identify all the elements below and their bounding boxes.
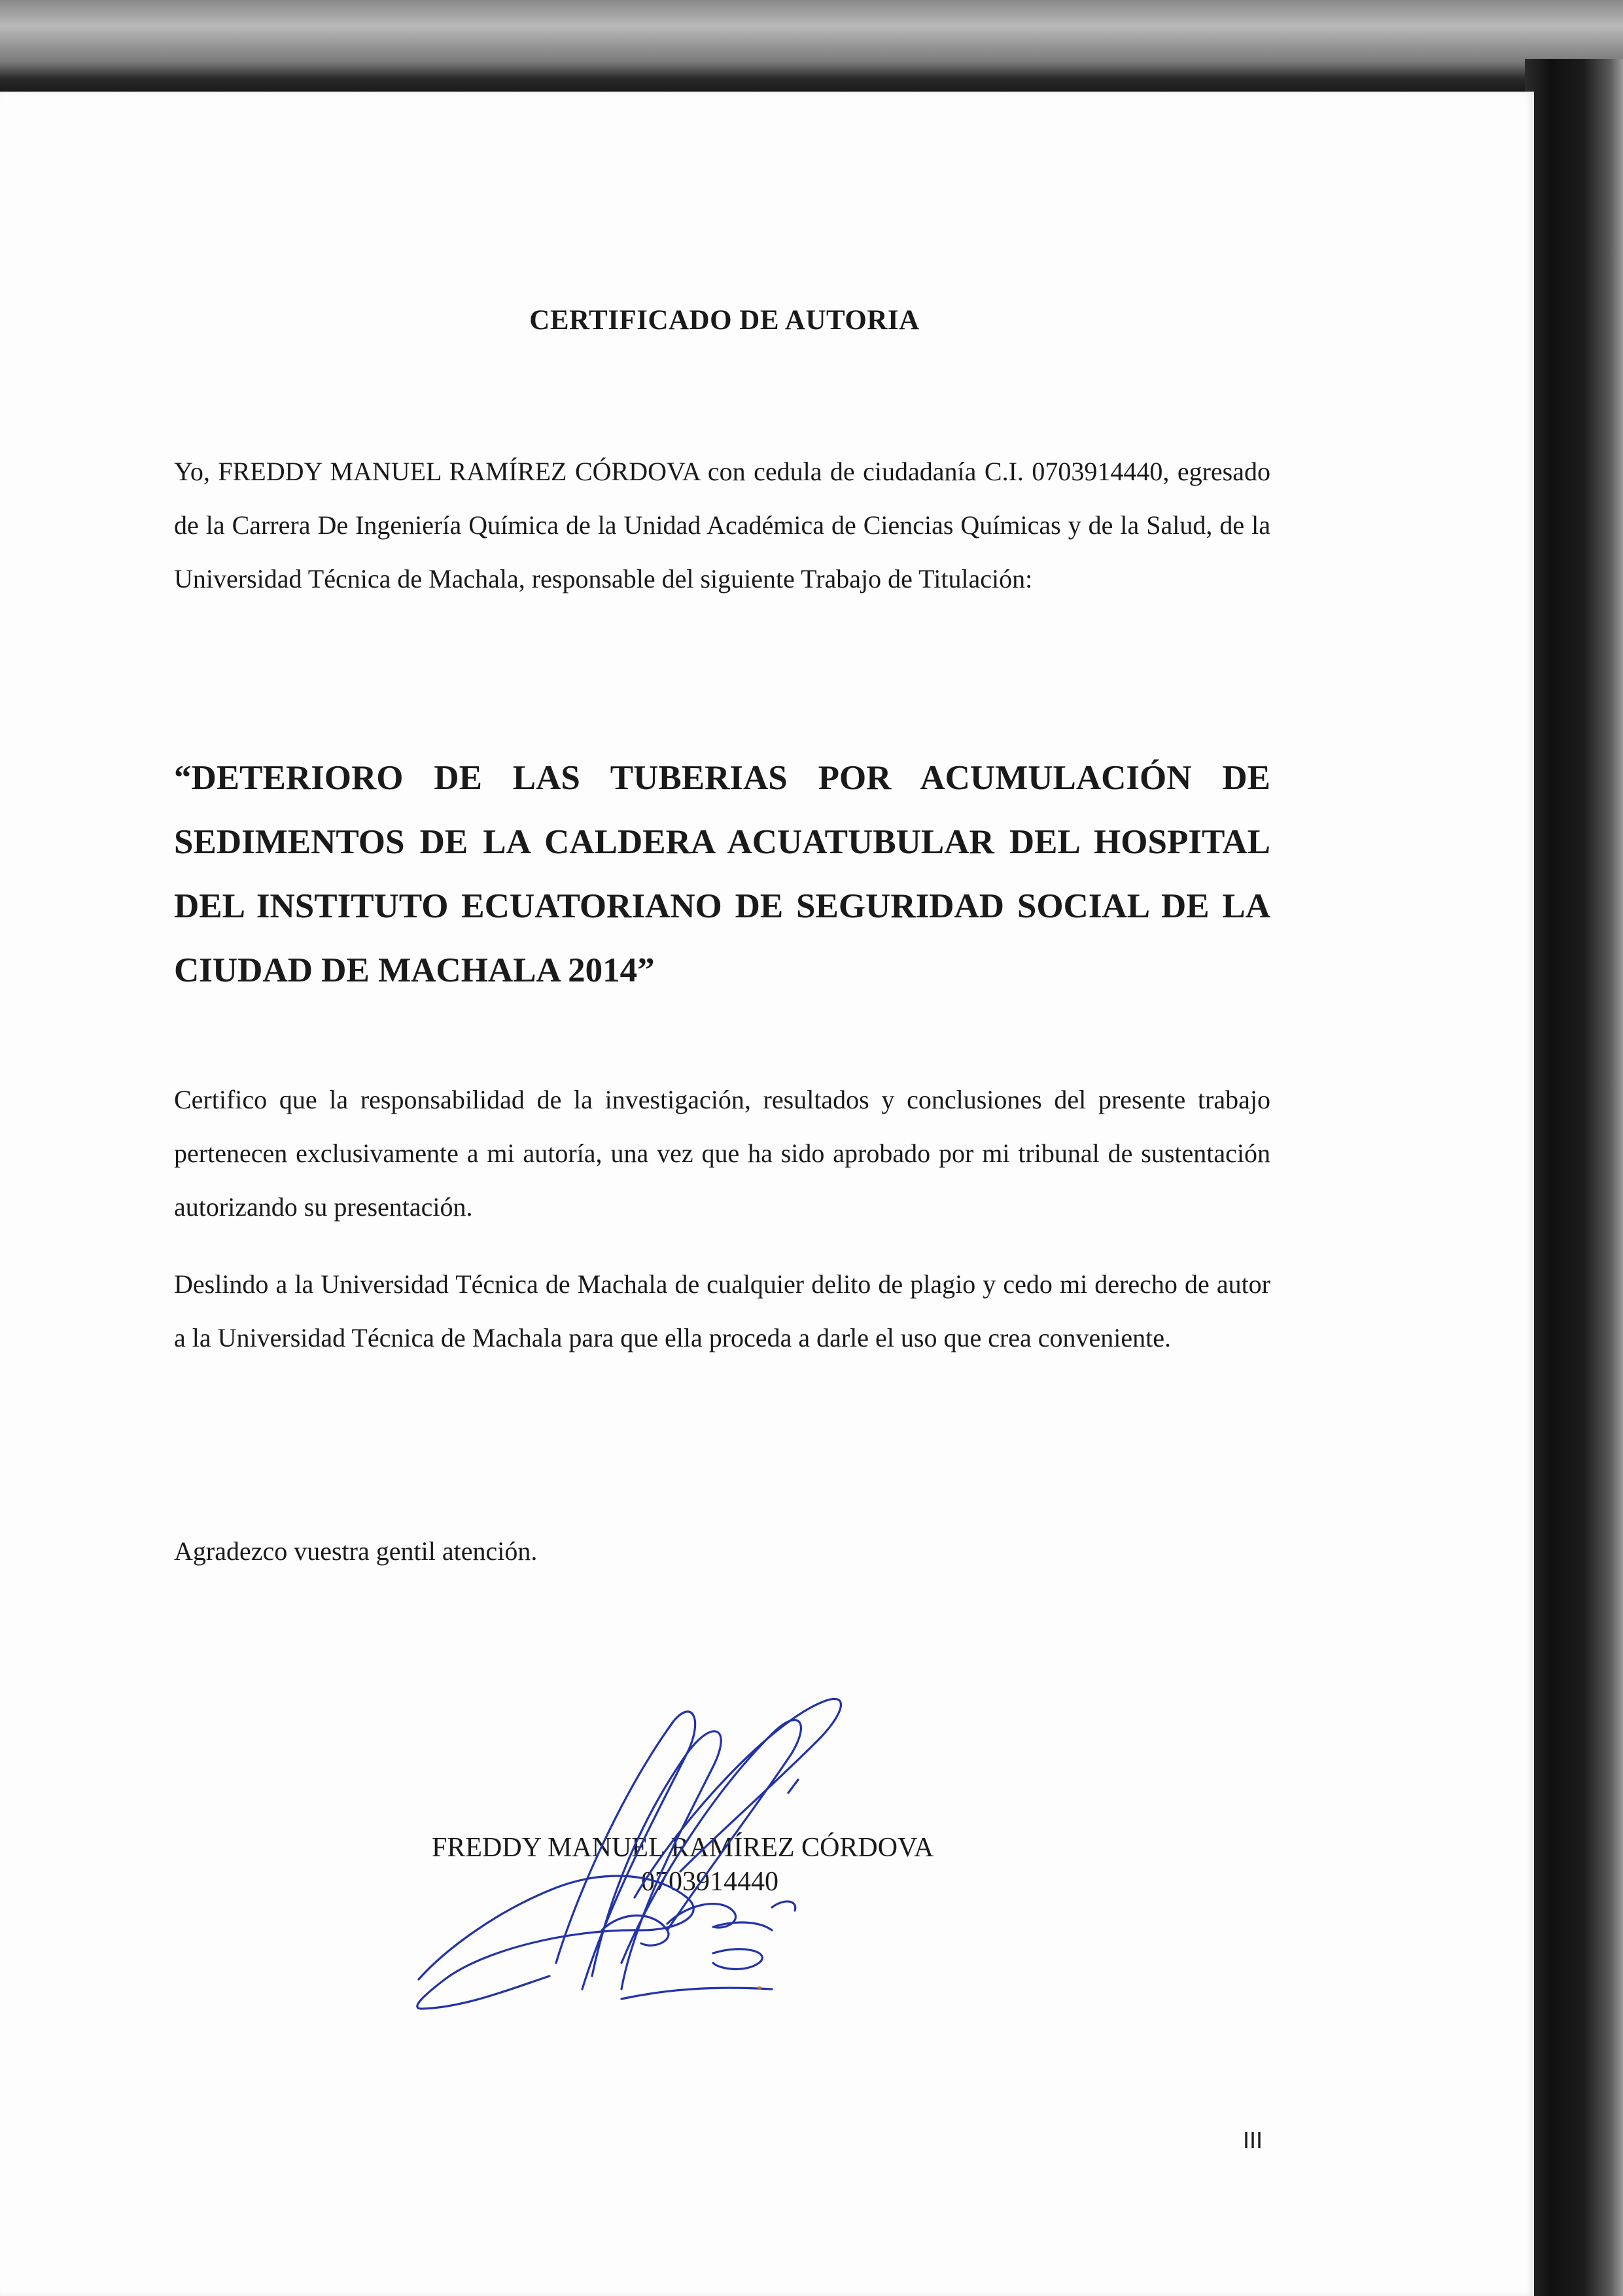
disclaim-paragraph: Deslindo a la Universidad Técnica de Machala de cualquier delito de plagio y cedo mi derecho de autor a la Universidad Técnica de Machala para que ella proceda a darle el uso que crea conveniente. (174, 1269, 1270, 1352)
signatory-name: FREDDY MANUEL RAMÍREZ CÓRDOVA (432, 1833, 934, 1863)
document-title: CERTIFICADO DE AUTORIA (529, 305, 920, 336)
paper-speck (758, 1986, 761, 1990)
closing-line: Agradezco vuestra gentil atención. (174, 1536, 538, 1566)
binder-edge (1525, 59, 1623, 2296)
document-page (0, 92, 1534, 2296)
certify-paragraph: Certifico que la responsabilidad de la investigación, resultados y conclusiones del presente trabajo pertenecen exclusivamente a mi autoría, una vez que ha sido aprobado por mi tribunal de sustentación autorizando su presentación. (174, 1085, 1270, 1222)
signatory-id: 0703914440 (641, 1867, 778, 1897)
page-number: III (1243, 2127, 1263, 2153)
handwritten-signature-icon (406, 1623, 877, 2015)
intro-paragraph: Yo, FREDDY MANUEL RAMÍREZ CÓRDOVA con cedula de ciudadanía C.I. 0703914440, egresado de la Carrera De Ingeniería Química de la Unidad Académica de Ciencias Químicas y de la Salud, de la Universidad Técnica de Machala, responsable del siguiente Trabajo de Titulación: (174, 457, 1270, 593)
thesis-title: “DETERIORO DE LAS TUBERIAS POR ACUMULACIÓN DE SEDIMENTOS DE LA CALDERA ACUATUBULAR DEL HOSPITAL DEL INSTITUTO ECUATORIANO DE SEGURIDAD SOCIAL DE LA CIUDAD DE MACHALA 2014” (174, 759, 1270, 989)
